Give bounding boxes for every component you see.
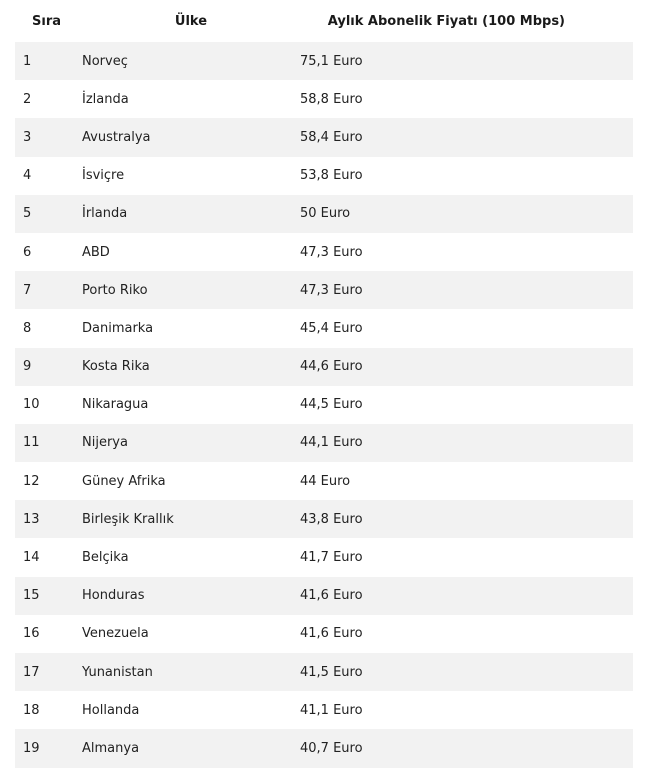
- rank-cell: 15: [23, 588, 40, 604]
- country-cell: Yunanistan: [82, 664, 153, 680]
- rank-cell: 2: [23, 91, 32, 107]
- table-row: [15, 424, 633, 462]
- rank-cell: 3: [23, 129, 32, 145]
- table-row: [15, 271, 633, 309]
- rank-cell: 12: [23, 473, 40, 489]
- country-cell: Avustralya: [82, 129, 151, 145]
- table-row: [15, 500, 633, 538]
- table-row: [15, 80, 633, 118]
- header-rank: Sıra: [32, 13, 62, 29]
- price-cell: 41,7 Euro: [300, 550, 363, 566]
- price-cell: 47,3 Euro: [300, 244, 363, 260]
- table-row: [15, 42, 633, 80]
- rank-cell: 5: [23, 206, 32, 222]
- header-country: Ülke: [174, 13, 208, 29]
- price-cell: 45,4 Euro: [300, 320, 363, 336]
- rank-cell: 8: [23, 320, 32, 336]
- country-cell: İsviçre: [82, 168, 125, 184]
- price-cell: 53,8 Euro: [300, 168, 363, 184]
- table-row: [15, 653, 633, 691]
- header-price: Aylık Abonelik Fiyatı (100 Mbps): [327, 13, 565, 29]
- table-row: [15, 462, 633, 500]
- rank-cell: 13: [23, 511, 40, 527]
- header-row: [15, 0, 633, 42]
- price-cell: 50 Euro: [300, 206, 351, 222]
- price-cell: 75,1 Euro: [300, 53, 363, 69]
- table-body: [15, 42, 633, 768]
- country-cell: Almanya: [82, 740, 140, 756]
- price-cell: 58,8 Euro: [300, 91, 363, 107]
- price-cell: 41,6 Euro: [300, 588, 363, 604]
- price-cell: 40,7 Euro: [300, 740, 363, 756]
- table-row: [15, 309, 633, 347]
- country-cell: Kosta Rika: [82, 359, 150, 375]
- country-cell: Porto Riko: [82, 282, 148, 298]
- rank-cell: 14: [23, 550, 40, 566]
- country-cell: Nijerya: [82, 435, 128, 451]
- country-cell: Venezuela: [82, 626, 149, 642]
- rank-cell: 7: [23, 282, 32, 298]
- country-cell: Güney Afrika: [82, 473, 166, 489]
- price-cell: 58,4 Euro: [300, 129, 363, 145]
- price-table: [15, 0, 633, 768]
- price-cell: 43,8 Euro: [300, 511, 363, 527]
- rank-cell: 17: [23, 664, 40, 680]
- price-cell: 47,3 Euro: [300, 282, 363, 298]
- rank-cell: 1: [23, 53, 32, 69]
- price-cell: 44,5 Euro: [300, 397, 363, 413]
- table-row: [15, 615, 633, 653]
- rank-cell: 6: [23, 244, 32, 260]
- country-cell: Danimarka: [82, 320, 154, 336]
- rank-cell: 19: [23, 740, 40, 756]
- country-cell: Nikaragua: [82, 397, 149, 413]
- table-row: [15, 691, 633, 729]
- country-cell: İzlanda: [82, 91, 129, 107]
- country-cell: İrlanda: [82, 206, 128, 222]
- table-row: [15, 233, 633, 271]
- price-cell: 41,1 Euro: [300, 702, 363, 718]
- table-row: [15, 157, 633, 195]
- country-cell: ABD: [82, 244, 110, 260]
- table-row: [15, 118, 633, 156]
- country-cell: Hollanda: [82, 702, 140, 718]
- table-row: [15, 195, 633, 233]
- rank-cell: 10: [23, 397, 40, 413]
- rank-cell: 4: [23, 168, 32, 184]
- rank-cell: 16: [23, 626, 40, 642]
- price-cell: 44,1 Euro: [300, 435, 363, 451]
- table-row: [15, 348, 633, 386]
- price-cell: 44,6 Euro: [300, 359, 363, 375]
- table-row: [15, 729, 633, 767]
- table-row: [15, 538, 633, 576]
- country-cell: Belçika: [82, 550, 129, 566]
- table-row: [15, 386, 633, 424]
- rank-cell: 9: [23, 359, 32, 375]
- country-cell: Norveç: [82, 53, 128, 69]
- price-cell: 44 Euro: [300, 473, 351, 489]
- table-header: [15, 0, 633, 42]
- rank-cell: 18: [23, 702, 40, 718]
- price-cell: 41,5 Euro: [300, 664, 363, 680]
- table-row: [15, 577, 633, 615]
- country-cell: Honduras: [82, 588, 145, 604]
- country-cell: Birleşik Krallık: [82, 511, 174, 527]
- rank-cell: 11: [23, 435, 40, 451]
- price-table-container: [15, 0, 633, 768]
- price-cell: 41,6 Euro: [300, 626, 363, 642]
